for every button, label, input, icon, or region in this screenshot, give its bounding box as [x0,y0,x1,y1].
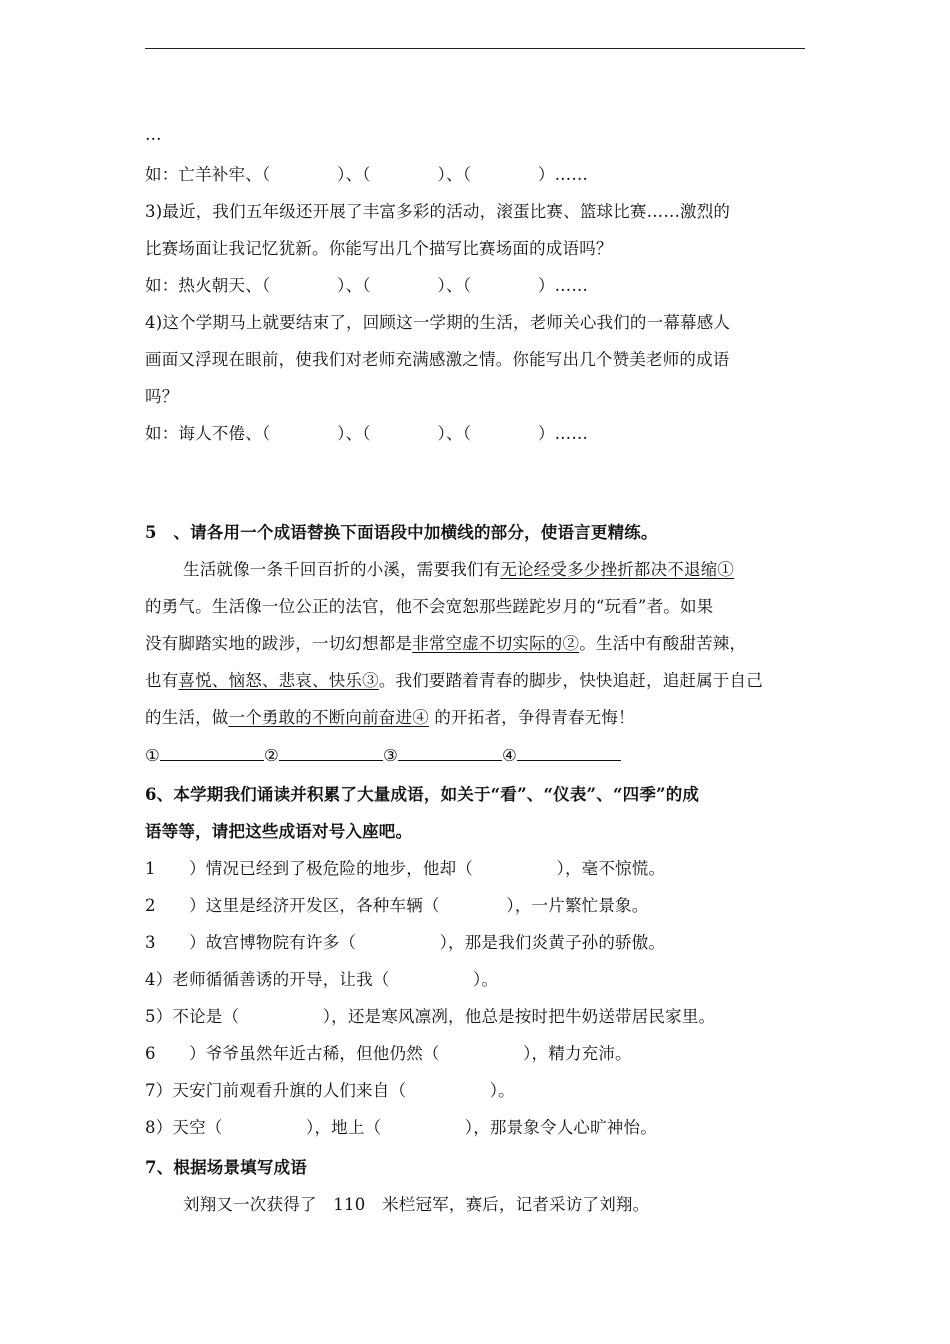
paragraph-line-2: 的勇气。生活像一位公正的法官，他不会宽恕那些蹉跎岁月的“玩看”者。如果 [145,597,714,616]
sentence-1: 1 ）情况已经到了极危险的地步，他却（ ），毫不惊慌。 [145,859,666,878]
sentence-7: 7）天安门前观看升旗的人们来自（ ）。 [145,1081,515,1100]
sentence-3: 3 ）故宫博物院有许多（ ），那是我们炎黄子孙的骄傲。 [145,933,666,952]
section-7-text: 刘翔又一次获得了 110 米栏冠军，赛后，记者采访了刘翔。 [183,1195,650,1214]
ellipsis-line: … [145,125,162,144]
paragraph-text: 的开拓者，争得青春无悔！ [428,708,635,727]
underlined-phrase-1: 无论经受多少挫折都决不退缩① [500,560,735,579]
sentence-2: 2 ）这里是经济开发区，各种车辆（ ），一片繁忙景象。 [145,896,649,915]
paragraph-text: 没有脚踏实地的跋涉，一切幻想都是 [145,634,413,653]
answer-marker-4: ④ [502,746,517,765]
underlined-phrase-3: 喜悦、恼怒、悲哀、快乐③ [178,671,379,690]
paragraph-line-5 [145,705,815,731]
question-3-line-2: 比赛场面让我记忆犹新。你能写出几个描写比赛场面的成语吗？ [145,239,613,258]
example-line-3: 如：诲人不倦、（ ）、（ ）、（ ）…… [145,424,589,443]
answer-marker-1: ① [145,746,160,765]
answer-blank-4[interactable] [517,742,621,761]
answer-blanks-line [145,742,815,769]
header-rule [145,48,805,49]
section-6-heading-1: 6、本学期我们诵读并积累了大量成语，如关于“看”、“仪表”、“四季”的成 [145,785,700,804]
section-6-heading-2: 语等等，请把这些成语对号入座吧。 [145,822,413,841]
paragraph-text: 。生活中有酸甜苦辣， [579,634,747,653]
answer-blank-3[interactable] [398,742,502,761]
paragraph-text: 。我们要踏着青春的脚步，快快追赶，追赶属于自己 [378,671,763,690]
answer-blank-2[interactable] [279,742,383,761]
question-4-line-2: 画面又浮现在眼前，使我们对老师充满感激之情。你能写出几个赞美老师的成语 [145,350,730,369]
section-7-heading: 7、根据场景填写成语 [145,1158,307,1177]
sentence-5: 5）不论是（ ），还是寒风凛冽，他总是按时把牛奶送带居民家里。 [145,1007,716,1026]
section-5-heading: 5 、请各用一个成语替换下面语段中加横线的部分，使语言更精练。 [145,523,658,542]
answer-marker-3: ③ [383,746,398,765]
answer-blank-1[interactable] [160,742,264,761]
sentence-4: 4）老师循循善诱的开导，让我（ ）。 [145,970,499,989]
paragraph-line-1 [183,557,815,583]
question-3-line-1: 3)最近，我们五年级还开展了丰富多彩的活动，滚蛋比赛、篮球比赛……激烈的 [145,202,731,221]
underlined-phrase-4: 一个勇敢的不断向前奋进④ [228,708,429,727]
paragraph-line-4 [145,668,815,694]
answer-marker-2: ② [264,746,279,765]
paragraph-text: 生活就像一条千回百折的小溪，需要我们有 [183,560,501,579]
question-4-line-1: 4)这个学期马上就要结束了，回顾这一学期的生活，老师关心我们的一幕幕感人 [145,313,731,332]
sentence-6: 6 ）爷爷虽然年近古稀，但他仍然（ ），精力充沛。 [145,1044,632,1063]
paragraph-line-3 [145,631,815,657]
paragraph-text: 也有 [145,671,179,690]
sentence-8: 8）天空（ ），地上（ ），那景象令人心旷神怡。 [145,1118,657,1137]
example-line-1: 如：亡羊补牢、（ ）、（ ）、（ ）…… [145,165,589,184]
example-line-2: 如：热火朝天、（ ）、（ ）、（ ）…… [145,276,589,295]
underlined-phrase-2: 非常空虚不切实际的② [412,634,580,653]
question-4-line-3: 吗？ [145,387,179,406]
paragraph-text: 的生活，做 [145,708,229,727]
